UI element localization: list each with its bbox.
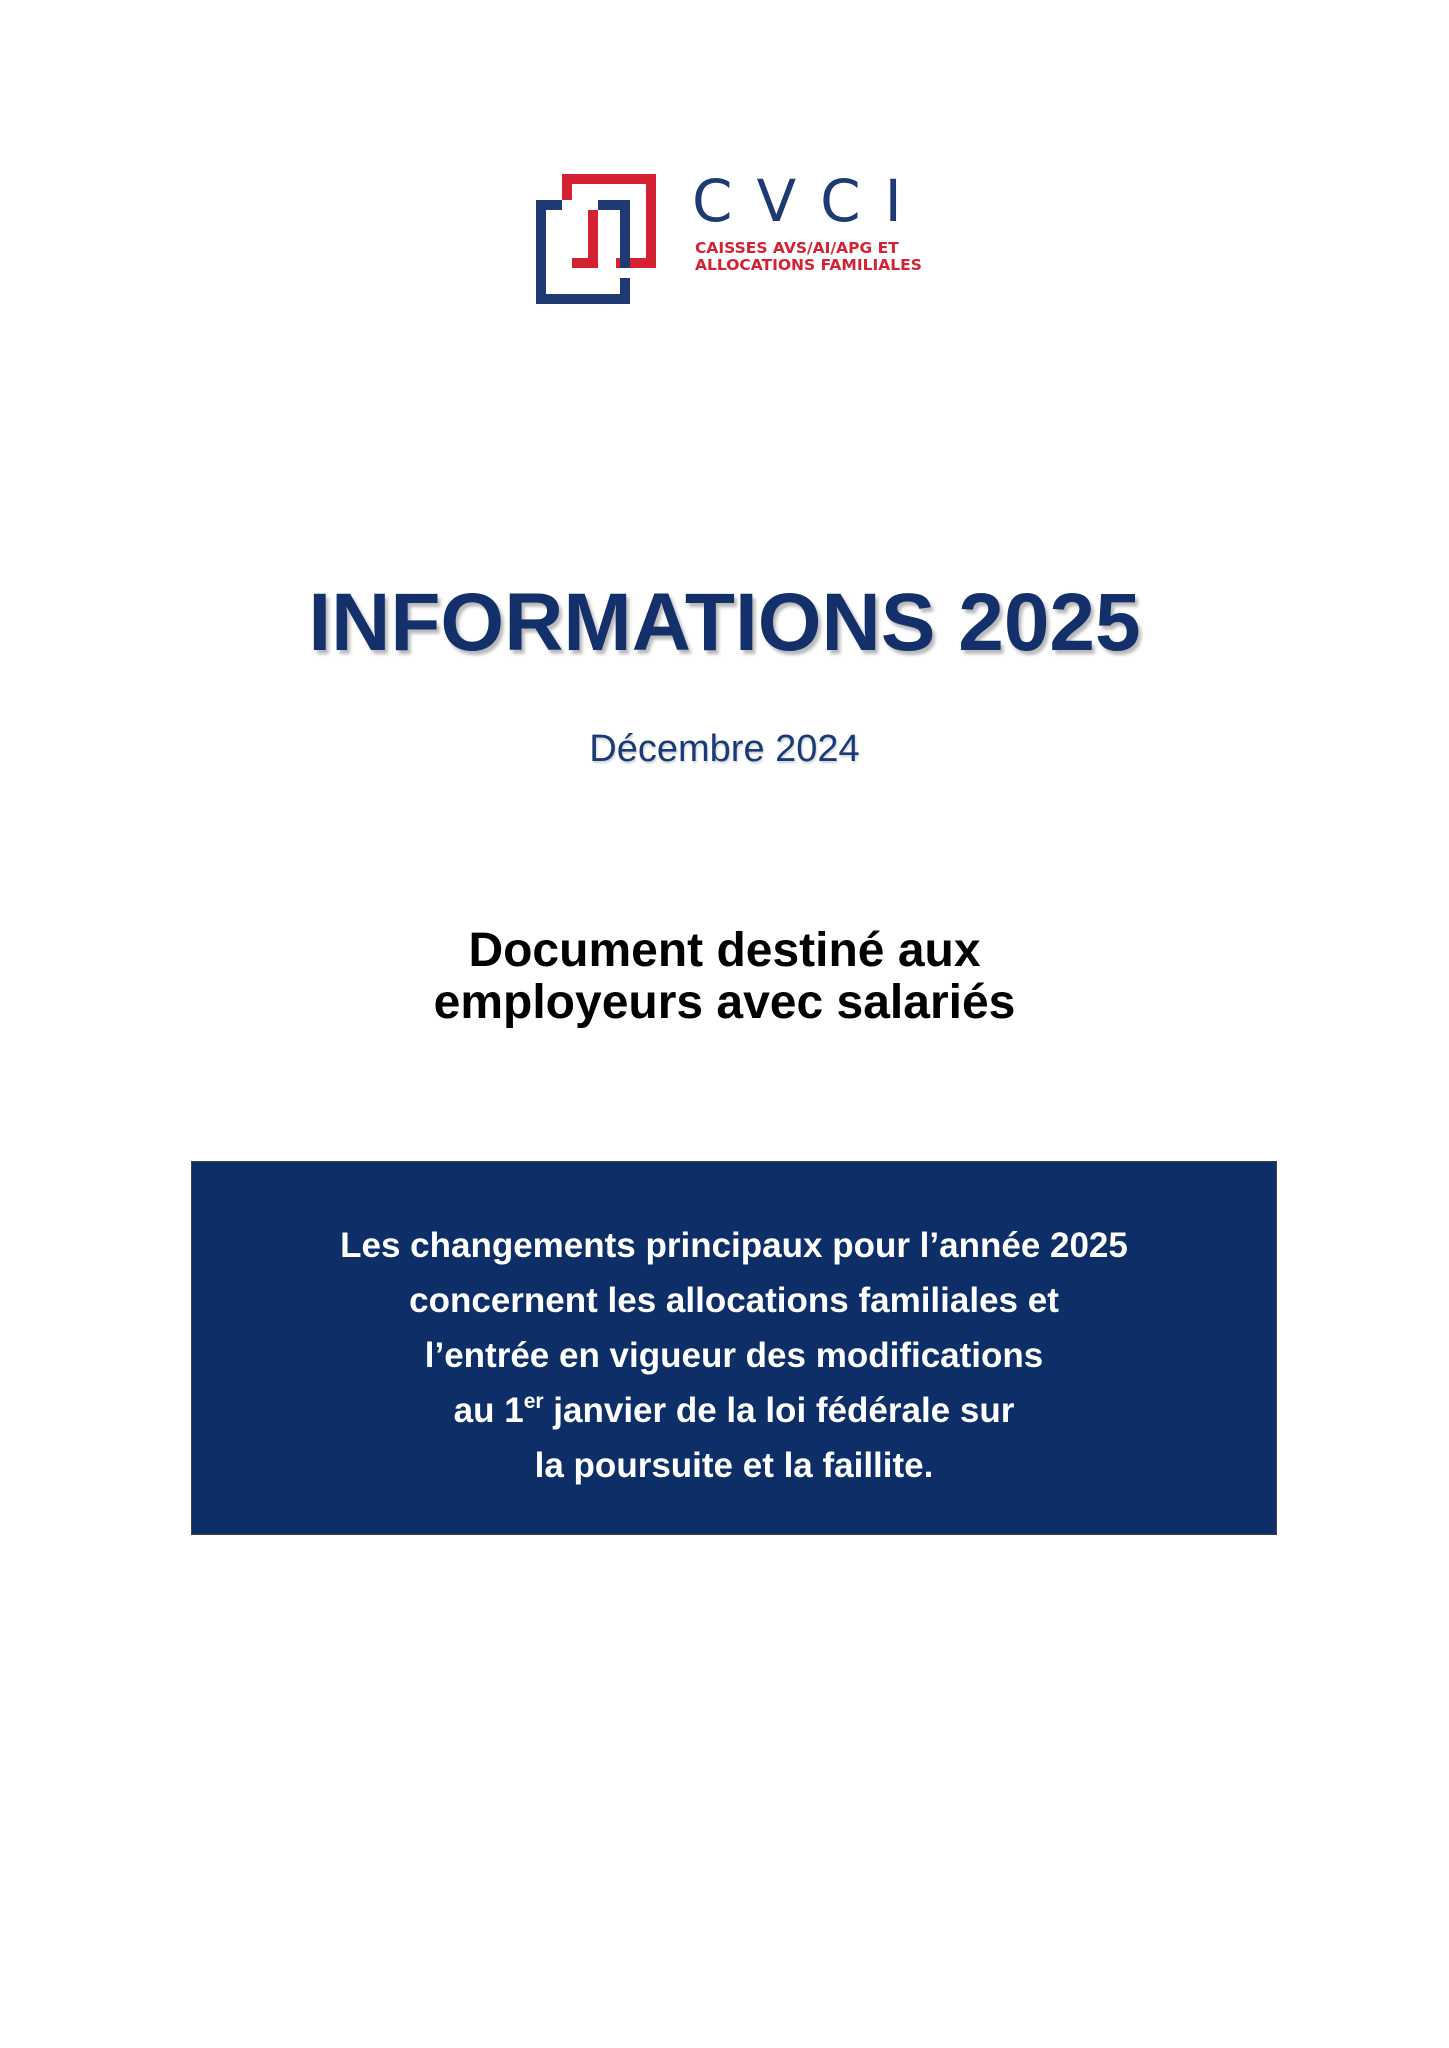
audience-line1: Document destiné aux	[468, 924, 981, 977]
document-date: Décembre 2024	[589, 728, 860, 770]
logo-name: CVCI	[692, 167, 926, 235]
summary-line5: la poursuite et la faillite.	[534, 1446, 934, 1485]
audience-heading	[0, 925, 1449, 1029]
audience-line2: employeurs avec salariés	[433, 976, 1016, 1029]
summary-line4-superscript: er	[523, 1390, 544, 1413]
logo-tagline	[695, 240, 922, 274]
summary-text	[192, 1218, 1276, 1493]
summary-line2: concernent les allocations familiales et	[409, 1281, 1059, 1320]
cvci-logo	[532, 167, 932, 310]
cvci-logo-mark-icon	[532, 170, 662, 304]
document-title: INFORMATIONS 2025	[308, 577, 1141, 668]
summary-line4	[192, 1383, 1276, 1438]
summary-line1: Les changements principaux pour l’année 2025	[340, 1226, 1128, 1265]
summary-line3: l’entrée en vigueur des modifications	[424, 1336, 1044, 1375]
logo-tagline-line2: ALLOCATIONS FAMILIALES	[695, 256, 922, 274]
summary-box	[191, 1161, 1277, 1535]
logo-tagline-line1: CAISSES AVS/AI/APG ET	[695, 239, 899, 257]
summary-line4-end: janvier de la loi fédérale sur	[543, 1391, 1015, 1430]
summary-line4-start: au 1	[453, 1391, 524, 1430]
